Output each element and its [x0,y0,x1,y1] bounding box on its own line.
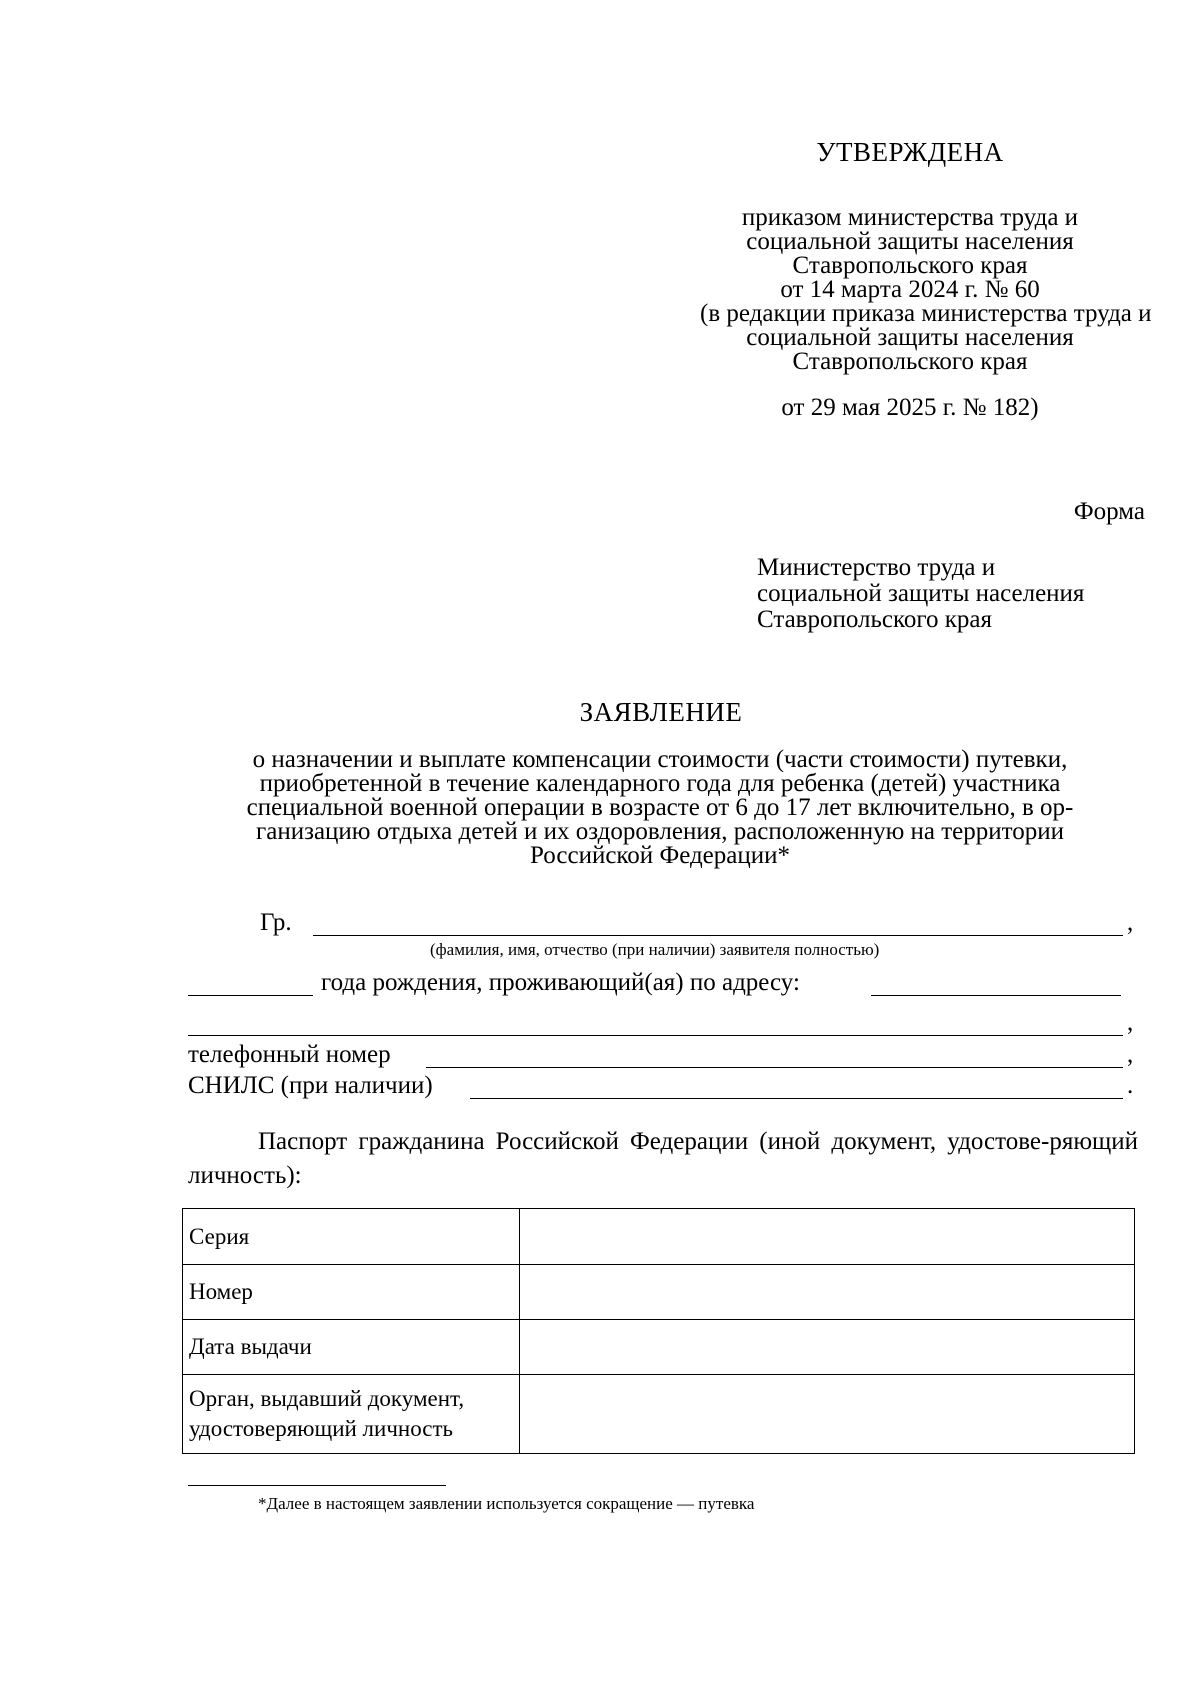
number-value-cell[interactable] [520,1265,1135,1320]
passport-intro: Паспорт гражданина Российской Федерации (иной документ, удостове-ряющий личность): [188,1128,1138,1189]
snils-period: . [1127,1072,1134,1099]
approval-edition-date: от 29 мая 2025 г. № 182) [781,394,1039,421]
approval-line: Ставропольского края [792,348,1028,375]
passport-table [182,1208,1135,1454]
approval-line: приказом министерства труда и [741,204,1079,231]
subject-line: Российской Федерации* [529,842,791,869]
form-label: Форма [1073,498,1145,525]
phone-comma: , [1127,1041,1134,1068]
approval-block [700,136,1152,422]
subject-line: о назначении и выплате компенсации стоимости (части стоимости) путевки, [252,746,1068,773]
approval-line: от 14 марта 2024 г. № 60 [780,276,1040,303]
subject-line: специальной военной операции в возрасте от 6 до 17 лет включительно, в ор- [246,794,1074,821]
issue-date-label: Дата выдачи [183,1320,520,1375]
number-label: Номер [183,1265,520,1320]
address-comma: , [1127,1009,1134,1036]
birth-address-text: года рождения, проживающий(ая) по адресу: [321,969,800,996]
subject-line: приобретенной в течение календарного года для ребенка (детей) участника [259,770,1061,797]
addressee-line: социальной защиты населения [757,580,1085,607]
addressee-line: Ставропольского края [757,606,992,633]
birth-year-field[interactable] [188,995,313,996]
snils-label: СНИЛС (при наличии) [188,1072,433,1099]
phone-field[interactable] [426,1067,1123,1068]
document-subject [180,748,1140,868]
table-row [183,1265,1135,1320]
approval-line: (в редакции приказа министерства труда и [700,300,1152,327]
phone-label: телефонный номер [188,1041,391,1068]
table-row [183,1209,1135,1265]
address-field-part2[interactable] [188,1035,1123,1036]
issue-date-value-cell[interactable] [520,1320,1135,1375]
citizen-prefix: Гр. [260,909,292,936]
table-row [183,1375,1135,1454]
snils-field[interactable] [470,1098,1123,1099]
approval-title: УТВЕРЖДЕНА [816,137,1004,167]
footnote-divider [188,1485,446,1486]
series-label: Серия [183,1209,520,1265]
fio-field[interactable] [313,935,1123,936]
approval-line: социальной защиты населения [746,324,1074,351]
fio-hint: (фамилия, имя, отчество (при наличии) заявителя полностью) [430,940,880,959]
issuing-authority-label: Орган, выдавший документ, удостоверяющий личность [183,1375,520,1454]
fio-comma: , [1127,909,1134,936]
address-field-part1[interactable] [871,995,1121,996]
footnote: *Далее в настоящем заявлении используется сокращение — путевка [258,1494,755,1513]
subject-line: ганизацию отдыха детей и их оздоровления, расположенную на территории [255,818,1065,845]
approval-lines [700,204,1152,375]
approval-line: Ставропольского края [792,252,1028,279]
table-row [183,1320,1135,1375]
approval-line: социальной защиты населения [746,228,1074,255]
addressee-block [757,555,1084,633]
issuing-authority-value-cell[interactable] [520,1375,1135,1454]
series-value-cell[interactable] [520,1209,1135,1265]
addressee-line: Министерство труда и [757,554,996,581]
document-title: ЗАЯВЛЕНИЕ [579,697,743,727]
